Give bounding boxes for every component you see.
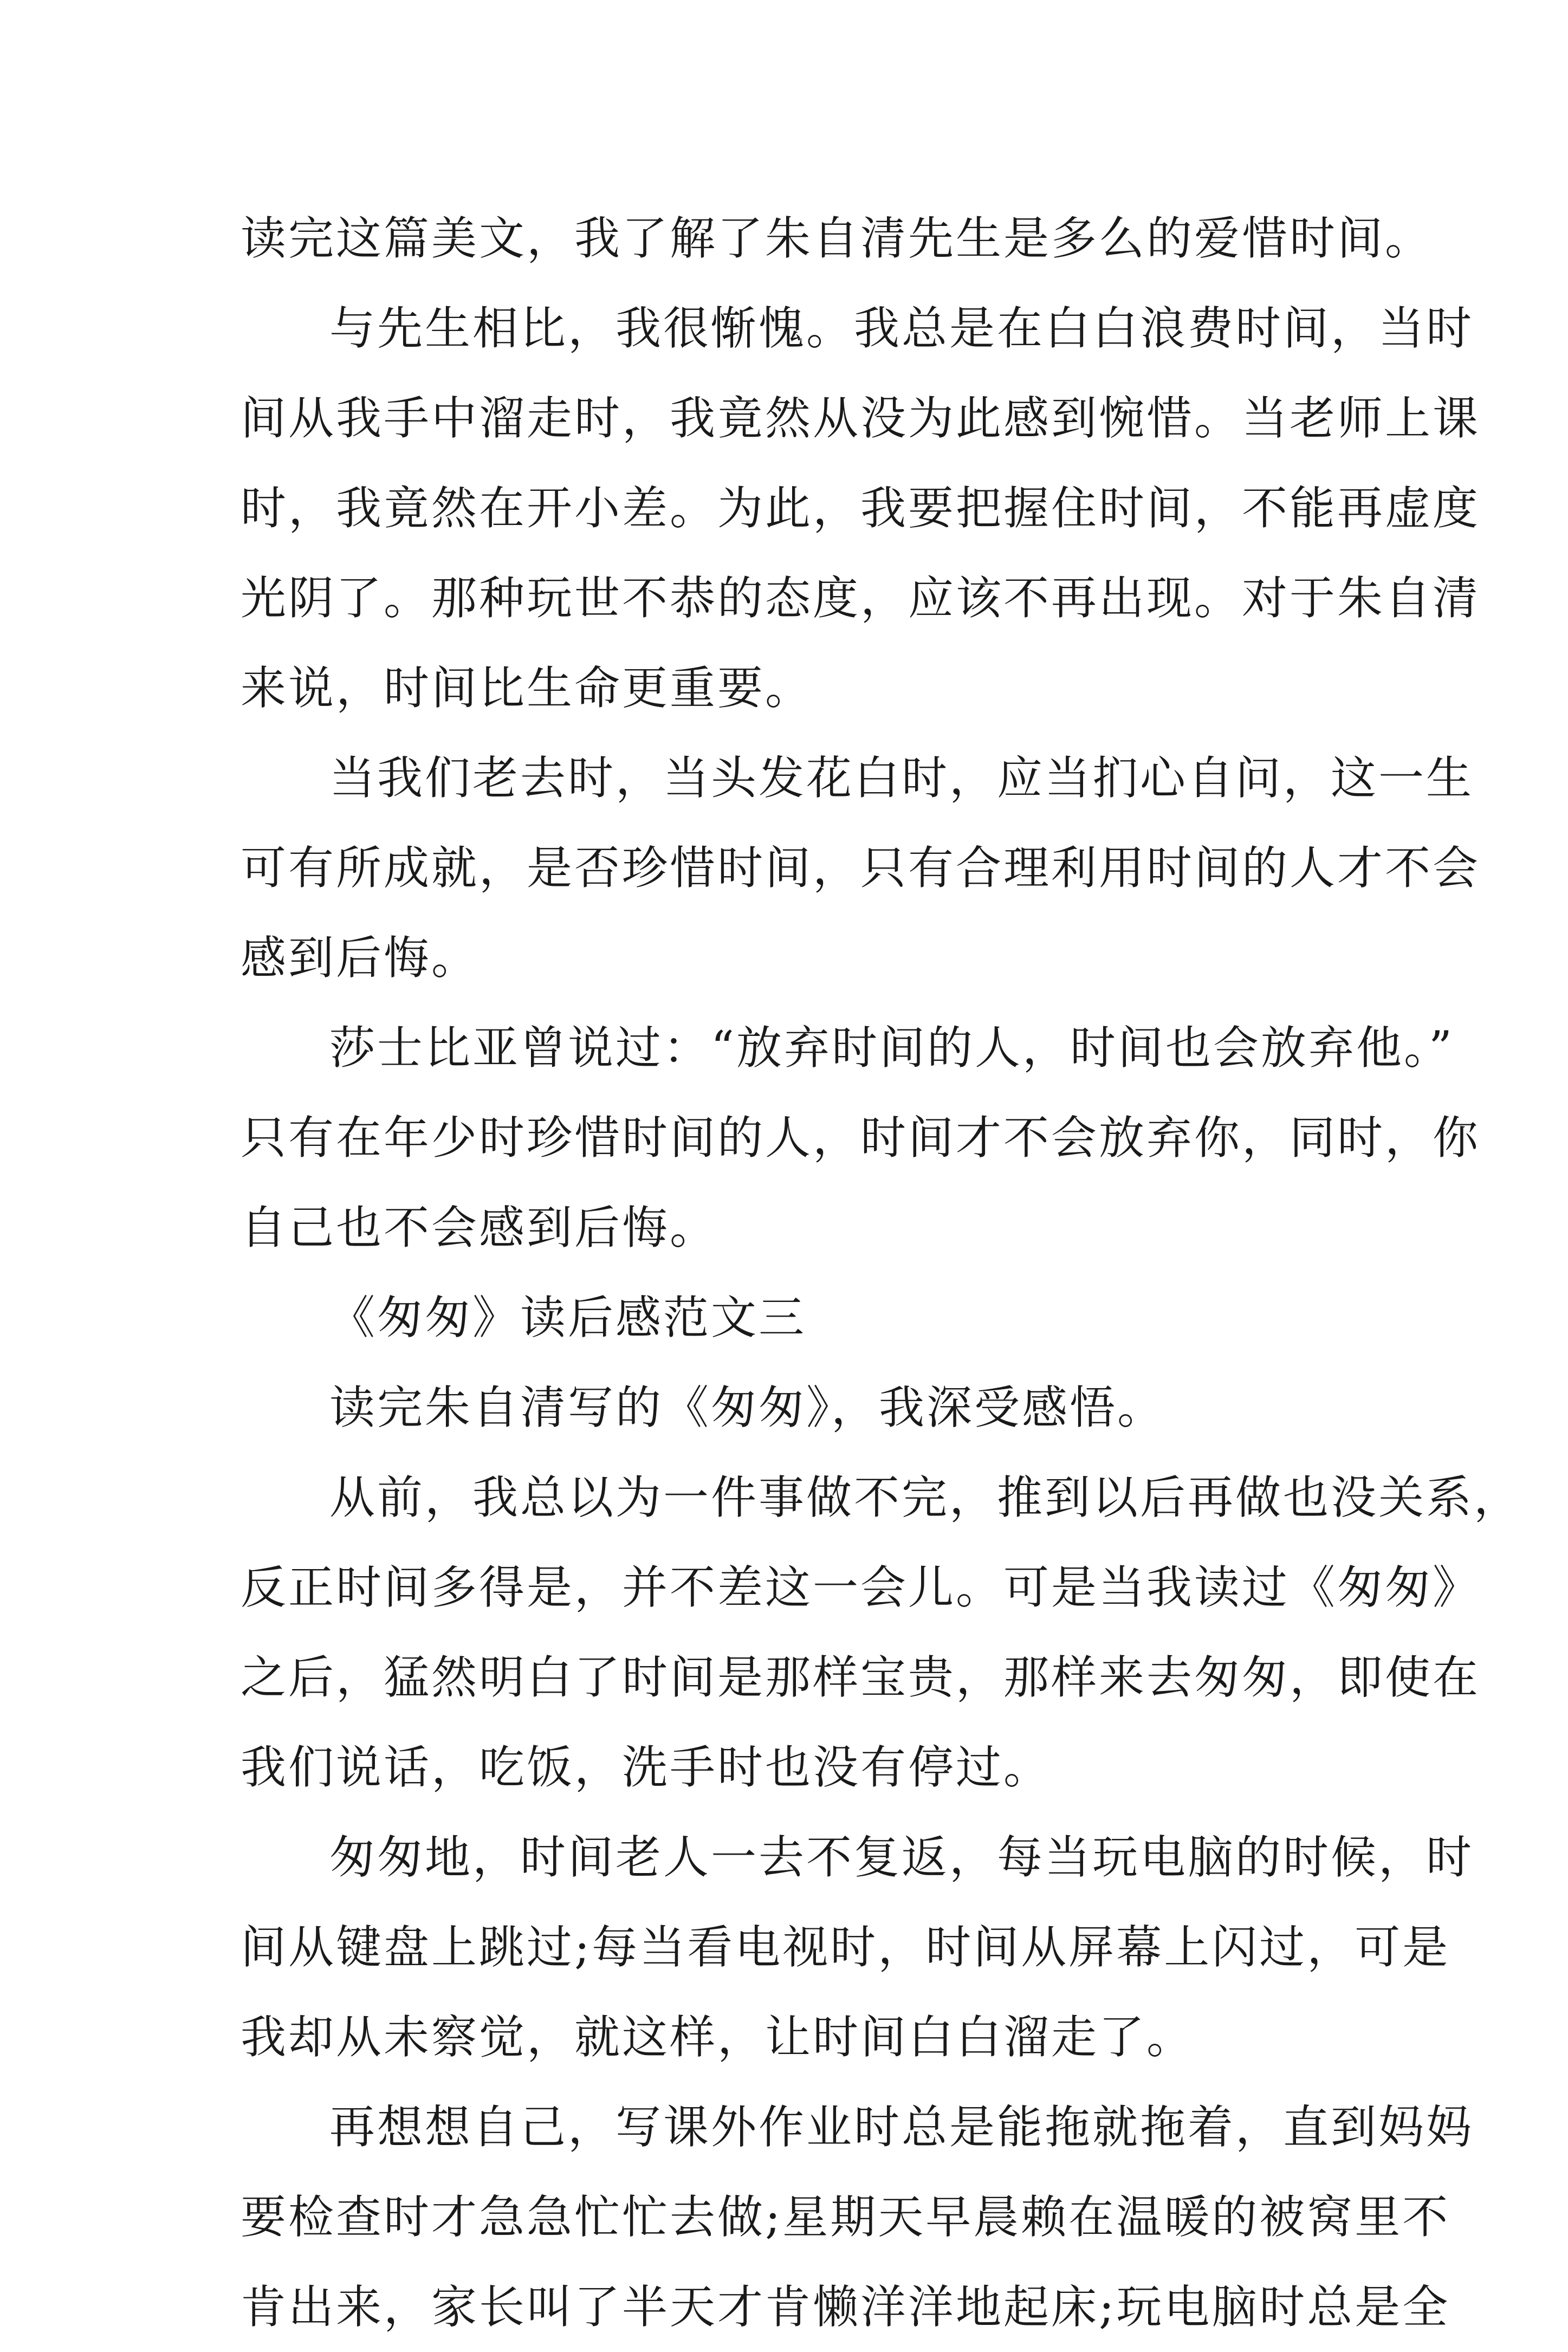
- paragraph: [241, 1003, 1481, 1273]
- text-line: 我却从未察觉，就这样，让时间白白溜走了。: [241, 2011, 1195, 2064]
- text-line: 肯出来，家长叫了半天才肯懒洋洋地起床;玩电脑时总是全: [241, 2280, 1450, 2334]
- text-line: 再想想自己，写课外作业时总是能拖就拖着，直到妈妈: [329, 2101, 1474, 2154]
- text-line: 间从我手中溜走时，我竟然从没为此感到惋惜。当老师上课: [241, 392, 1481, 445]
- text-line: 从前，我总以为一件事做不完，推到以后再做也没关系，: [329, 1471, 1522, 1524]
- text-line: 只有在年少时珍惜时间的人，时间才不会放弃你，同时，你: [241, 1111, 1481, 1164]
- paragraph: [241, 733, 1481, 1003]
- text-line: 莎士比亚曾说过：“放弃时间的人，时间也会放弃他。”: [329, 1021, 1454, 1074]
- text-line: 读完朱自清写的《匆匆》，我深受感悟。: [329, 1381, 1165, 1434]
- paragraph: [241, 1363, 1346, 1453]
- text-line: 可有所成就，是否珍惜时间，只有合理利用时间的人才不会: [241, 841, 1481, 895]
- text-line: 时，我竟然在开小差。为此，我要把握住时间，不能再虚度: [241, 482, 1481, 535]
- section-heading: 《匆匆》读后感范文三: [329, 1291, 807, 1344]
- text-line: 感到后悔。: [241, 931, 480, 984]
- paragraph: [241, 2082, 1474, 2352]
- text-line: 之后，猛然明白了时间是那样宝贵，那样来去匆匆，即使在: [241, 1651, 1481, 1704]
- text-line: 光阴了。那种玩世不恭的态度，应该不再出现。对于朱自清: [241, 572, 1481, 625]
- text-line: 与先生相比，我很惭愧。我总是在白白浪费时间，当时: [329, 302, 1474, 355]
- text-line: 当我们老去时，当头发花白时，应当扪心自问，这一生: [329, 751, 1474, 805]
- paragraph: [241, 1453, 1522, 1812]
- text-line: 我们说话，吃饭，洗手时也没有停过。: [241, 1741, 1052, 1794]
- text-line: 匆匆地，时间老人一去不复返，每当玩电脑的时候，时: [329, 1831, 1474, 1884]
- text-line: 读完这篇美文，我了解了朱自清先生是多么的爱惜时间。: [241, 212, 1433, 265]
- text-line: 要检查时才急急忙忙去做;星期天早晨赖在温暖的被窝里不: [241, 2191, 1450, 2244]
- document-body: [241, 193, 1522, 2352]
- paragraph: [241, 1812, 1474, 2082]
- paragraph: [241, 193, 1433, 283]
- text-line: 自己也不会感到后悔。: [241, 1201, 718, 1254]
- text-line: 间从键盘上跳过;每当看电视时，时间从屏幕上闪过，可是: [241, 1921, 1450, 1974]
- paragraph: [241, 283, 1481, 733]
- text-line: 来说，时间比生命更重要。: [241, 662, 813, 715]
- text-line: 反正时间多得是，并不差这一会儿。可是当我读过《匆匆》: [241, 1561, 1481, 1614]
